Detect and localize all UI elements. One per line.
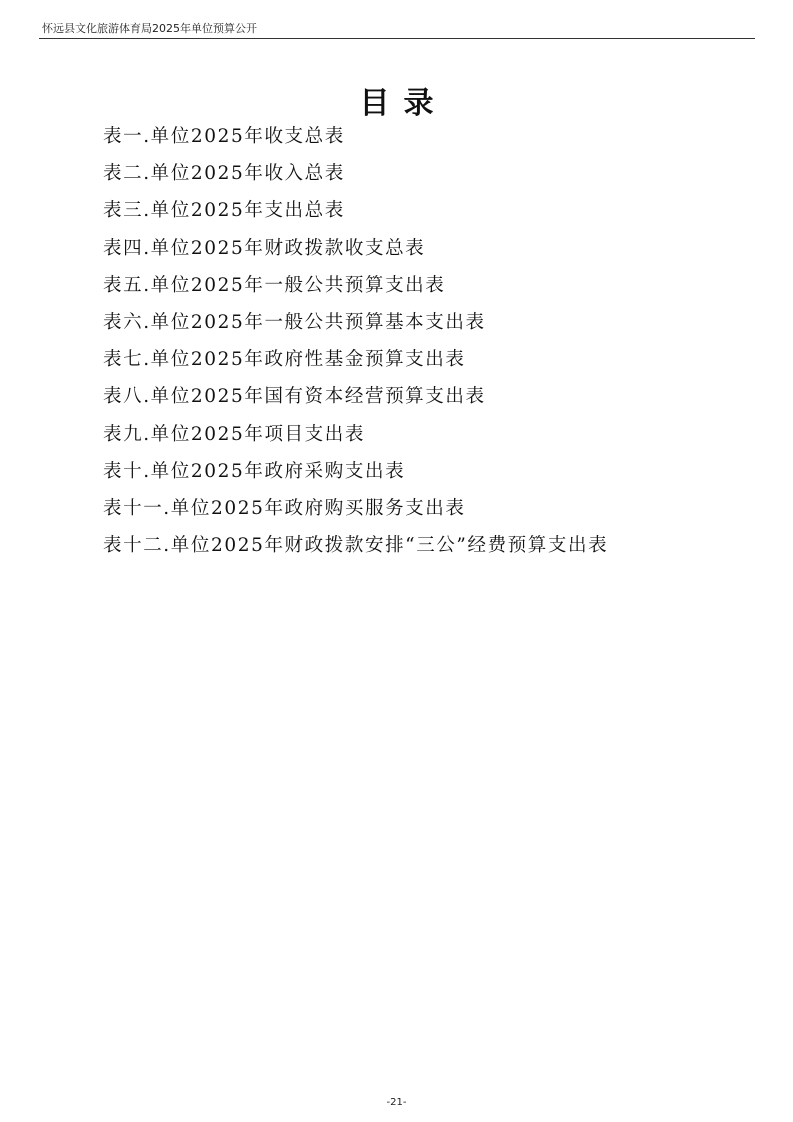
toc-item-4[interactable]: 表四.单位2025年财政拨款收支总表: [103, 237, 426, 259]
toc-item-5[interactable]: 表五.单位2025年一般公共预算支出表: [103, 274, 446, 296]
running-header: 怀远县文化旅游体育局2025年单位预算公开: [42, 22, 257, 35]
header-divider: [39, 38, 755, 39]
page-number: -21-: [386, 1097, 407, 1108]
toc-item-3[interactable]: 表三.单位2025年支出总表: [103, 200, 345, 222]
toc-item-7[interactable]: 表七.单位2025年政府性基金预算支出表: [103, 349, 466, 371]
toc-item-2[interactable]: 表二.单位2025年收入总表: [103, 163, 345, 185]
page-title: 目录: [359, 86, 448, 121]
toc-item-1[interactable]: 表一.单位2025年收支总表: [103, 126, 345, 147]
toc-item-9[interactable]: 表九.单位2025年项目支出表: [103, 423, 365, 445]
table-of-contents: [103, 122, 608, 568]
toc-item-12[interactable]: 表十二.单位2025年财政拨款安排“三公”经费预算支出表: [103, 535, 609, 557]
toc-item-10[interactable]: 表十.单位2025年政府采购支出表: [103, 460, 406, 482]
toc-item-6[interactable]: 表六.单位2025年一般公共预算基本支出表: [103, 311, 486, 333]
toc-item-8[interactable]: 表八.单位2025年国有资本经营预算支出表: [103, 386, 486, 408]
toc-item-11[interactable]: 表十一.单位2025年政府购买服务支出表: [103, 497, 466, 519]
